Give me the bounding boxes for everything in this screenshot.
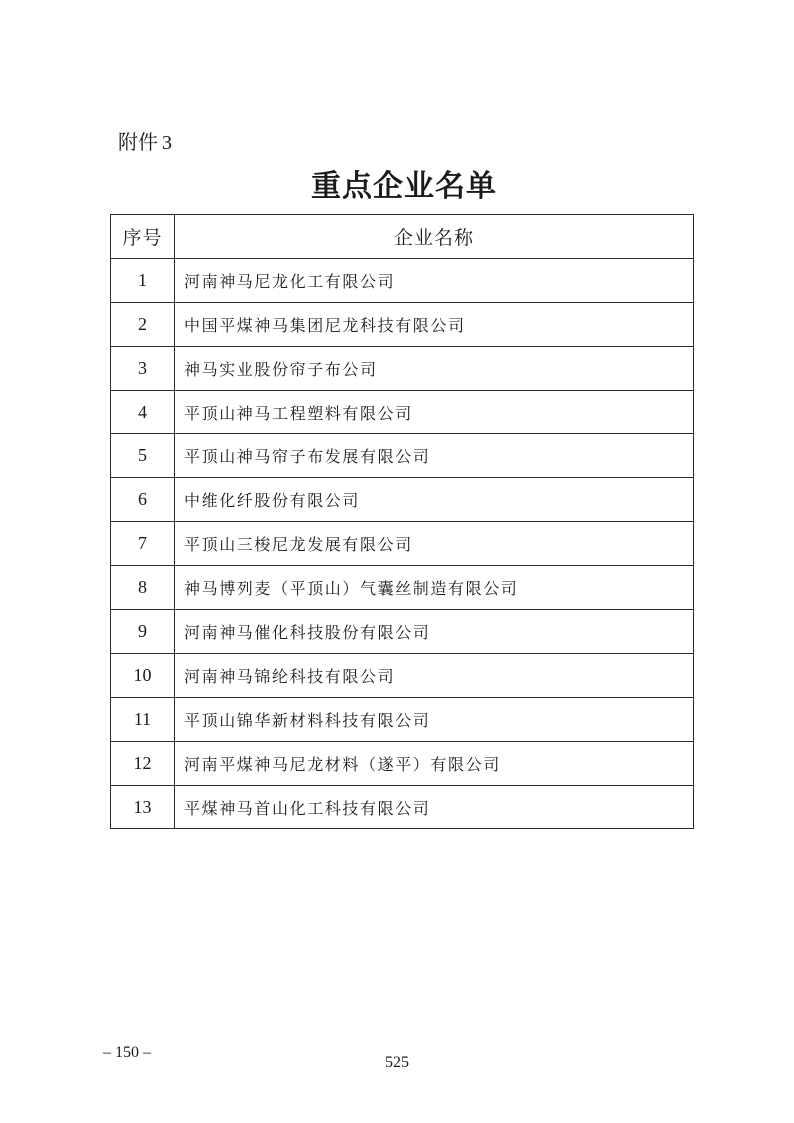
attachment-text: 附件 xyxy=(118,130,158,154)
table-row xyxy=(111,478,694,522)
row-seq: 4 xyxy=(111,390,175,434)
row-seq: 7 xyxy=(111,522,175,566)
table-row xyxy=(111,302,694,346)
attachment-number: 3 xyxy=(162,132,172,154)
table-row xyxy=(111,785,694,829)
row-seq: 3 xyxy=(111,346,175,390)
row-seq: 10 xyxy=(111,653,175,697)
row-company-name: 平顶山锦华新材料科技有限公司 xyxy=(175,697,694,741)
row-company-name: 神马实业股份帘子布公司 xyxy=(175,346,694,390)
document-page-number: 525 xyxy=(385,1054,409,1071)
attachment-label xyxy=(118,128,172,157)
row-seq: 12 xyxy=(111,741,175,785)
row-seq: 2 xyxy=(111,302,175,346)
row-company-name: 平煤神马首山化工科技有限公司 xyxy=(175,785,694,829)
table-row xyxy=(111,566,694,610)
row-seq: 6 xyxy=(111,478,175,522)
row-company-name: 河南神马锦纶科技有限公司 xyxy=(175,653,694,697)
table-row xyxy=(111,258,694,302)
row-seq: 11 xyxy=(111,697,175,741)
table-row xyxy=(111,697,694,741)
table-header-row xyxy=(111,215,694,259)
enterprise-table xyxy=(110,214,694,829)
row-company-name: 河南平煤神马尼龙材料（遂平）有限公司 xyxy=(175,741,694,785)
row-seq: 1 xyxy=(111,258,175,302)
header-name: 企业名称 xyxy=(175,215,694,259)
row-seq: 13 xyxy=(111,785,175,829)
table-row xyxy=(111,741,694,785)
row-company-name: 平顶山三梭尼龙发展有限公司 xyxy=(175,522,694,566)
table-row xyxy=(111,610,694,654)
row-seq: 8 xyxy=(111,566,175,610)
row-company-name: 中国平煤神马集团尼龙科技有限公司 xyxy=(175,302,694,346)
row-company-name: 河南神马催化科技股份有限公司 xyxy=(175,610,694,654)
row-company-name: 平顶山神马工程塑料有限公司 xyxy=(175,390,694,434)
row-company-name: 神马博列麦（平顶山）气囊丝制造有限公司 xyxy=(175,566,694,610)
row-company-name: 河南神马尼龙化工有限公司 xyxy=(175,258,694,302)
table-row xyxy=(111,346,694,390)
table-row xyxy=(111,653,694,697)
row-seq: 9 xyxy=(111,610,175,654)
page-title: 重点企业名单 xyxy=(311,169,497,204)
row-seq: 5 xyxy=(111,434,175,478)
row-company-name: 中维化纤股份有限公司 xyxy=(175,478,694,522)
table-row xyxy=(111,434,694,478)
row-company-name: 平顶山神马帘子布发展有限公司 xyxy=(175,434,694,478)
header-seq: 序号 xyxy=(111,215,175,259)
table-row xyxy=(111,390,694,434)
source-page-number: – 150 – xyxy=(103,1044,151,1061)
table-row xyxy=(111,522,694,566)
